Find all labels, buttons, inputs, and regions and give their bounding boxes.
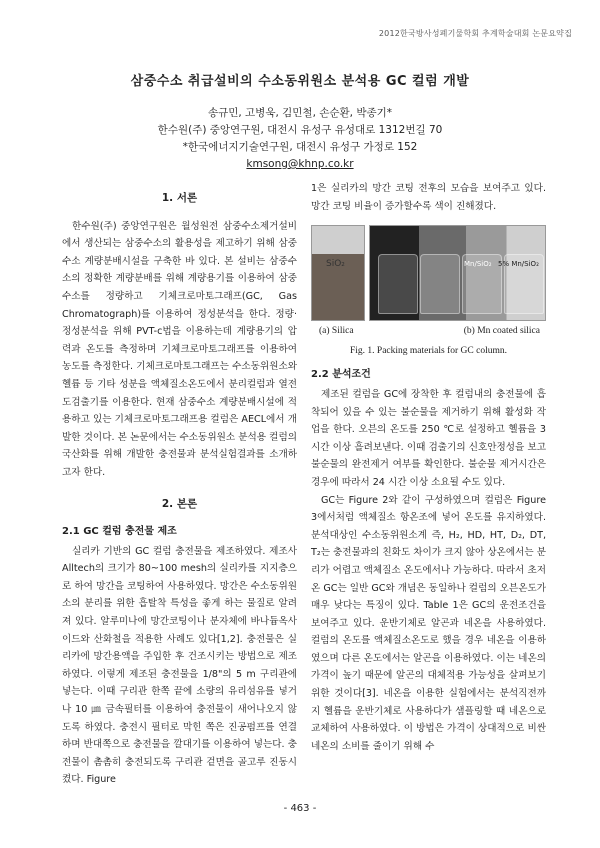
figure-intro-paragraph: 1은 실리카의 망간 코팅 전후의 모습을 보여주고 있다. 망간 코팅 비율이 증가할수록 색이 진해졌다.: [311, 183, 546, 212]
affiliation-1: 한수원(주) 중앙연구원, 대전시 유성구 유성대로 1312번길 70: [157, 124, 443, 136]
photo-mn-label-1: Mn/SiO₂: [464, 260, 492, 269]
author-block: [0, 105, 600, 173]
right-column: [311, 180, 546, 755]
subsection-2-2-paragraph-2: GC는 Figure 2와 같이 구성하였으며 컬럼은 Figure 3에서처럼 액체질소 항온조에 넣어 온도를 유지하였다. 분석대상인 수소동위원소계 즉, H₂, HD, HT, D₂, DT, T₂는 충전물과의 친화도 차이가 크지 않아 상온에서는 분리가 어렵고 액체질소 온도에서나 가능하다. 따라서 초저온 GC는 일반 GC와 개념은 동일하나 컬럼의 오븐온도가 매우 낮다는 특징이 있다. Table 1은 GC의 운전조건을 보여주고 있다. 운반기체로 알곤과 네온을 사용하였다. 컬럼의 온도를 액체질소온도로 했을 경우 네온을 이용하였으며 다른 온도에서는 알곤을 이용하였다. 이는 네온의 가격이 높기 때문에 알곤의 대체적용 가능성을 살펴보기 위한 것이다[3]. 네온을 이용한 실험에서는 분석직전까지 헬륨을 운반기체로 사용하다가 샘플링할 때 네온으로 교체하여 사용하였다. 이 방법은 가격이 상대적으로 비싼 네온의 소비를 줄이기 위해 수: [311, 494, 546, 752]
photo-mn-coated-silica: [369, 225, 546, 321]
section-main-title: 2. 본론: [161, 497, 198, 510]
subsection-2-2-paragraph-1: 제조된 컬럼을 GC에 장착한 후 컬럼내의 충전물에 흡착되어 있을 수 있는 불순물을 제거하기 위해 활성화 작업을 한다. 오븐의 온도를 250 ℃로 설정하고 헬륨을 3시간 이상 흘려보낸다. 이때 검출기의 신호안정성을 보고 불순물의 완전제거 여부를 확인한다. 불순물 제거시간은 경우에 따라서 24 시간 이상 소요될 수도 있다.: [311, 388, 546, 488]
figure-caption: Fig. 1. Packing materials for GC column.: [350, 345, 507, 356]
paper-title: 삼중수소 취급설비의 수소동위원소 분석용 GC 컬럼 개발: [130, 74, 470, 89]
affiliation-2: *한국에너지기술연구원, 대전시 유성구 가정로 152: [182, 141, 418, 153]
photo-silica-label: SiO₂: [326, 259, 345, 270]
jar-1: [378, 254, 418, 314]
page-number: - 463 -: [283, 803, 317, 814]
left-column: [62, 180, 297, 789]
section-intro-title: 1. 서론: [161, 192, 198, 204]
author-email[interactable]: kmsong@khnp.co.kr: [246, 158, 354, 170]
intro-paragraph: 한수원(주) 중앙연구원은 월성원전 삼중수소제거설비에서 생산되는 삼중수소의 활용성을 제고하기 위해 삼중수소 계량분배시설을 구축한 바 있다. 본 설비는 삼중수소의 정확한 계량분배를 위해 계량용기를 이용하여 삼중수소를 정량하고 기체크로마토그래프(GC, Gas Chromatograph)를 이용하여 정성분석을 한다. 정량·정성분석을 위해 PVT-c법을 이용하는데 계량용기의 압력과 온도를 측정하며 기체크로마토그래프를 이용하여 농도를 측정한다. 기체크로마토그래프는 수소동위원소와 헬륨 등 기타 성분을 액체질소온도에서 분리컬럼과 열전도검출기를 이용한다. 현재 삼중수소 계량분배시설에 적용하고 있는 기체크로마토그래프용 컬럼은 AECL에서 개발한 것이다. 본 논문에서는 수소동위원소 분석용 컬럼의 국산화를 위해 개발한 충전물과 분석실험결과를 소개하고자 한다.: [62, 220, 297, 478]
subsection-2-1-paragraph: 실리카 기반의 GC 컬럼 충전물을 제조하였다. 제조사 Alltech의 크기가 80~100 mesh의 실리카를 지지층으로 하여 망간을 코팅하여 사용하였다. 망간은 수소동위원소의 분리를 위한 흡탈착 특성을 좋게 하는 물질로 알려져 있다. 알루미나에 망간코팅이나 분자체에 바나듐옥사이드와 산화철을 적용한 사례도 있다[1,2]. 충전물은 실리카에 망간용액을 주입한 후 건조시키는 방법으로 제조하였다. 이렇게 제조된 충전물을 1/8"의 5 m 구리관에 넣는다. 이때 구리관 한쪽 끝에 소량의 유리섬유를 넣거나 10 ㎛ 금속필터를 이용하여 충전물이 새어나오지 않도록 하였다. 충전시 필터로 막힌 쪽은 진공펌프를 연결하며 반대쪽으로 충전물을 깔대기를 이용하여 넣는다. 충전물이 촘촘히 충전되도록 구리관 겉면을 골고루 진동시켰다. Figure: [62, 545, 297, 786]
figure-label-a: (a) Silica: [319, 326, 354, 337]
photo-mn-label-2: 5% Mn/SiO₂: [498, 260, 539, 269]
subsection-2-2-title: 2.2 분석조건: [311, 369, 371, 381]
author-list: 송규민, 고병욱, 김민철, 손순환, 박종기*: [207, 107, 393, 119]
figure-label-b: (b) Mn coated silica: [463, 326, 540, 337]
figure-sub-labels: [311, 323, 546, 341]
jar-2: [420, 254, 460, 314]
photo-silica: [311, 225, 365, 321]
running-head: 2012한국방사성폐기물학회 추계학술대회 논문요약집: [378, 29, 572, 38]
subsection-2-1-title: 2.1 GC 컬럼 충전물 제조: [62, 526, 177, 538]
figure-1: [311, 225, 546, 321]
